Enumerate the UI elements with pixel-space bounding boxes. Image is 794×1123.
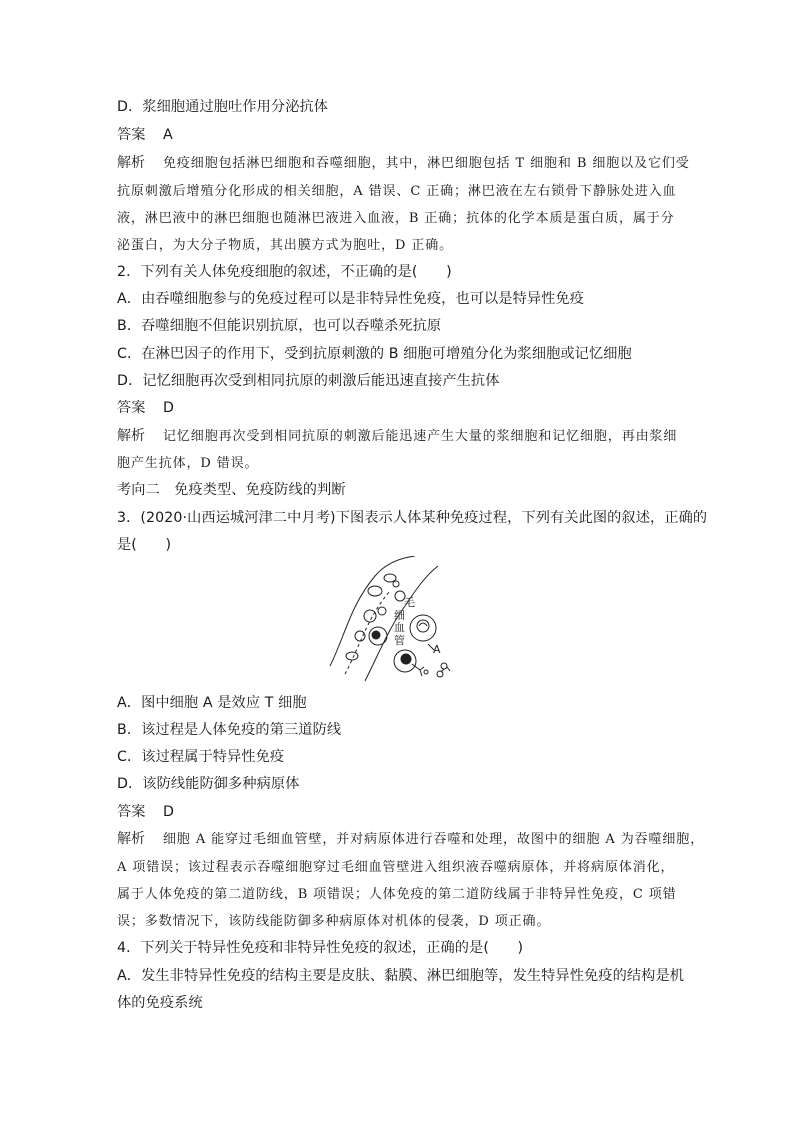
immune-process-figure	[320, 556, 480, 686]
q2-option-d: D．记忆细胞再次受到相同抗原的刺激后能迅速直接产生抗体	[117, 373, 500, 389]
answer-label: 答案	[117, 127, 146, 143]
label-mao: 毛	[404, 596, 415, 609]
analysis-line-q2-1	[117, 425, 677, 445]
q2-option-b: B．吞噬细胞不但能识别抗原，也可以吞噬杀死抗原	[117, 318, 442, 334]
label-guan: 管	[394, 634, 405, 647]
analysis-line-q1-2: 抗原刺激后增殖分化形成的相关细胞，A 错误、C 正确；淋巴液在左右锁骨下静脉处进入血	[117, 184, 677, 199]
label-xue: 血	[394, 621, 405, 634]
analysis-line-q2-2: 胞产生抗体，D 错误。	[117, 456, 259, 471]
analysis-line-q1-3: 液，淋巴液中的淋巴细胞也随淋巴液进入血液，B 正确；抗体的化学本质是蛋白质，属于分	[117, 211, 675, 226]
q2-option-c: C．在淋巴因子的作用下，受到抗原刺激的 B 细胞可增殖分化为浆细胞或记忆细胞	[117, 346, 632, 362]
analysis-label: 解析	[117, 155, 145, 171]
analysis-line-q3-3: 属于人体免疫的第二道防线，B 项错误；人体免疫的第二道防线属于非特异性免疫，C 项错	[117, 887, 677, 902]
analysis-label: 解析	[117, 831, 145, 847]
q3-option-b: B．该过程是人体免疫的第三道防线	[117, 722, 342, 738]
analysis-line-q3-2: A 项错误；该过程表示吞噬细胞穿过毛细血管壁进入组织液吞噬病原体，并将病原体消化，	[117, 860, 675, 875]
answer-line-q1	[117, 124, 173, 144]
option-d-q1: D．浆细胞通过胞吐作用分泌抗体	[117, 99, 329, 115]
question-2-stem: 2．下列有关人体免疫细胞的叙述，不正确的是( )	[117, 264, 452, 280]
analysis-line-q3-4: 误；多数情况下，该防线能防御多种病原体对机体的侵袭，D 项正确。	[117, 914, 551, 929]
answer-value: D	[163, 804, 175, 820]
analysis-label: 解析	[117, 428, 145, 444]
question-4-stem: 4．下列关于特异性免疫和非特异性免疫的叙述，正确的是( )	[117, 940, 524, 956]
q3-option-a: A．图中细胞 A 是效应 T 细胞	[117, 695, 307, 711]
answer-label: 答案	[117, 804, 146, 820]
capillary-phagocyte-illustration	[320, 556, 480, 686]
q4-option-a-cont: 体的免疫系统	[117, 995, 203, 1011]
analysis-line-q1-4: 泌蛋白，为大分子物质，其出膜方式为胞吐，D 正确。	[117, 238, 454, 253]
analysis-line-q3-1	[117, 828, 704, 848]
q3-option-c: C．该过程属于特异性免疫	[117, 749, 285, 765]
q2-option-a: A．由吞噬细胞参与的免疫过程可以是非特异性免疫，也可以是特异性免疫	[117, 291, 585, 307]
analysis-text: 免疫细胞包括淋巴细胞和吞噬细胞，其中，淋巴细胞包括 T 细胞和 B 细胞以及它们受	[163, 156, 690, 171]
q3-option-d: D．该防线能防御多种病原体	[117, 776, 300, 792]
q4-option-a: A．发生非特异性免疫的结构主要是皮肤、黏膜、淋巴细胞等，发生特异性免疫的结构是机	[117, 968, 685, 984]
answer-line-q2	[117, 397, 174, 417]
answer-line-q3	[117, 801, 174, 821]
label-cell-a: A	[433, 643, 441, 656]
question-3-stem: 3．(2020·山西运城河津二中月考)下图表示人体某种免疫过程，下列有关此图的叙述，正确的	[117, 510, 708, 526]
analysis-text: 细胞 A 能穿过毛细血管壁，并对病原体进行吞噬和处理，故图中的细胞 A 为吞噬细胞，	[163, 832, 705, 847]
analysis-text: 记忆细胞再次受到相同抗原的刺激后能迅速产生大量的浆细胞和记忆细胞，再由浆细	[163, 429, 678, 444]
answer-value: A	[163, 127, 173, 143]
answer-value: D	[163, 400, 175, 416]
label-xi: 细	[394, 609, 405, 622]
answer-label: 答案	[117, 400, 146, 416]
question-3-stem-cont: 是( )	[117, 537, 172, 553]
section-heading: 考向二 免疫类型、免疫防线的判断	[117, 482, 346, 498]
analysis-line-q1-1	[117, 152, 690, 172]
